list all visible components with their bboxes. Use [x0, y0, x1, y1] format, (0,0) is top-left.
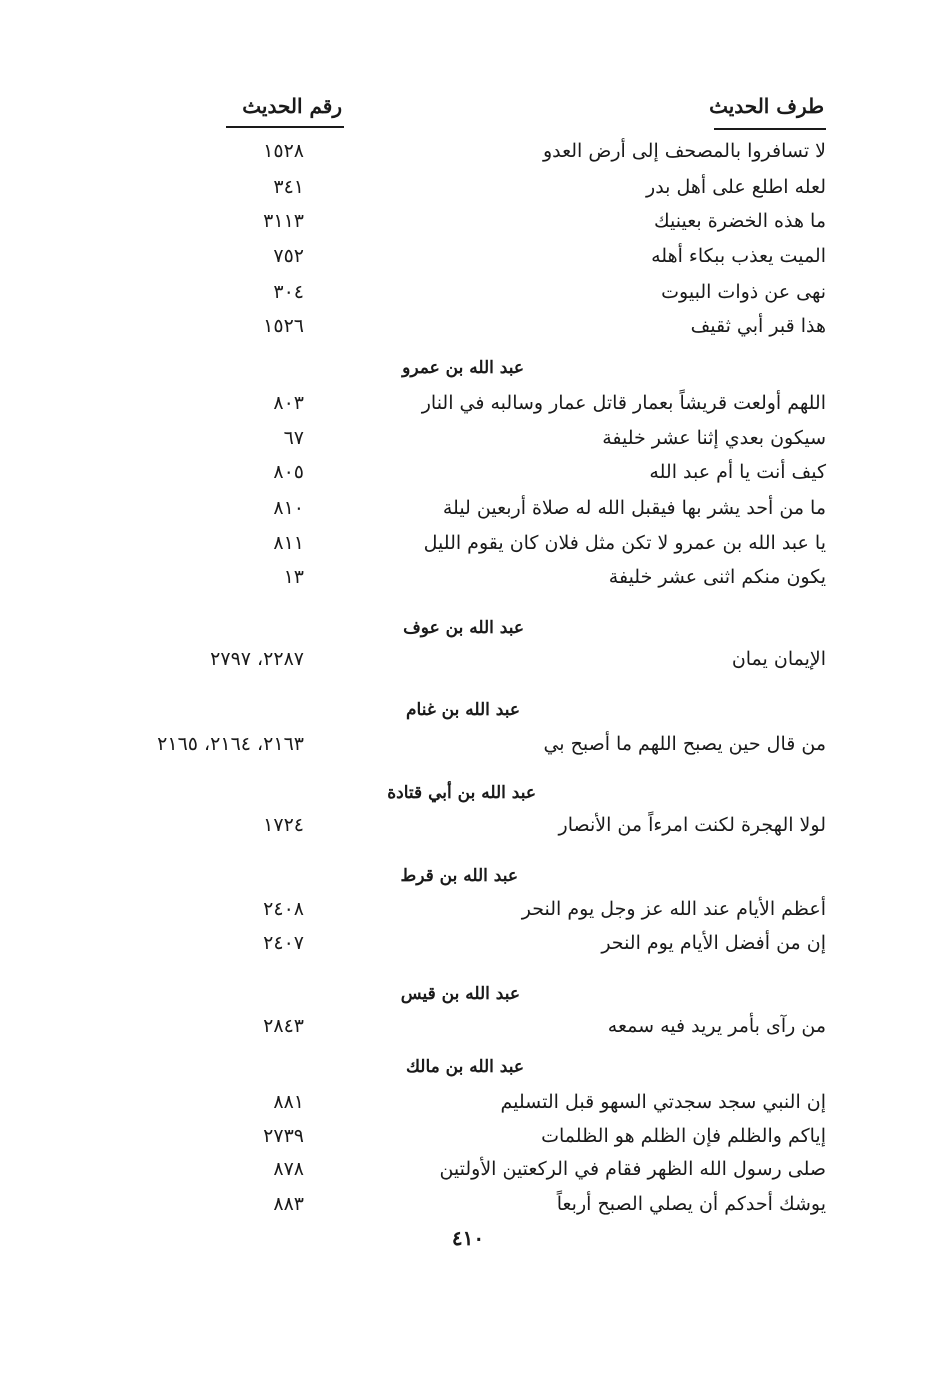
page-number: ٤١٠ — [451, 1226, 485, 1250]
hadith-number: ١٥٢٦ — [263, 315, 304, 337]
hadith-text: يكون منكم اثنى عشر خليفة — [608, 566, 826, 588]
hadith-text: لا تسافروا بالمصحف إلى أرض العدو — [542, 140, 826, 162]
hadith-text: ما من أحد يشر بها فيقبل الله له صلاة أربعين ليلة — [442, 497, 826, 519]
hadith-text: أعظم الأيام عند الله عز وجل يوم النحر — [521, 898, 826, 920]
table-row — [0, 532, 936, 566]
hadith-text: كيف أنت يا أم عبد الله — [649, 461, 826, 483]
table-row — [0, 1158, 936, 1192]
table-row — [0, 932, 936, 966]
table-row — [0, 733, 936, 767]
table-row — [0, 210, 936, 244]
hadith-number: ٣١١٣ — [263, 210, 304, 232]
hadith-text: الإيمان يمان — [731, 648, 826, 670]
hadith-number: ٣٠٤ — [273, 281, 304, 303]
table-row — [0, 814, 936, 848]
hadith-number: ١٣ — [283, 566, 304, 588]
section-heading: عبد الله بن أبي قتادة — [387, 783, 536, 803]
hadith-number: ٨١٠ — [273, 497, 304, 519]
hadith-number: ٣٤١ — [273, 176, 304, 198]
hadith-number: ٨٨٣ — [273, 1193, 304, 1215]
table-row — [0, 1015, 936, 1049]
hadith-text: نهى عن ذوات البيوت — [661, 281, 826, 303]
table-row — [0, 140, 936, 174]
table-row — [0, 648, 936, 682]
hadith-number: ٢٨٤٣ — [263, 1015, 304, 1037]
hadith-number: ١٧٢٤ — [263, 814, 304, 836]
hadith-text: هذا قبر أبي ثقيف — [690, 315, 826, 337]
hadith-text: من رآى بأمر يريد فيه سمعه — [607, 1015, 826, 1037]
hadith-text: إن من أفضل الأيام يوم النحر — [601, 932, 826, 954]
table-row — [0, 315, 936, 349]
table-row — [0, 392, 936, 426]
hadith-text: اللهم أولعت قريشاً بعمار قاتل عمار وسالبه في النار — [421, 392, 826, 414]
hadith-number: ٧٥٢ — [273, 245, 304, 267]
table-row — [0, 427, 936, 461]
section-heading: عبد الله بن غنام — [406, 700, 520, 720]
table-row — [0, 497, 936, 531]
table-row — [0, 245, 936, 279]
table-row — [0, 566, 936, 600]
section-heading: عبد الله بن عمرو — [402, 358, 524, 378]
table-row — [0, 898, 936, 932]
hadith-number: ١٥٢٨ — [263, 140, 304, 162]
hadith-number: ٢٢٨٧، ٢٧٩٧ — [210, 648, 304, 670]
hadith-number: ٨٨١ — [273, 1091, 304, 1113]
hadith-text: يوشك أحدكم أن يصلي الصبح أربعاً — [556, 1193, 826, 1215]
hadith-number: ٢٤٠٧ — [263, 932, 304, 954]
hadith-text: سيكون بعدي إثنا عشر خليفة — [602, 427, 826, 449]
hadith-number: ٨٠٣ — [273, 392, 304, 414]
table-row — [0, 461, 936, 495]
hadith-text: إياكم والظلم فإن الظلم هو الظلمات — [541, 1125, 826, 1147]
table-row — [0, 1193, 936, 1227]
section-heading: عبد الله بن قيس — [400, 984, 520, 1004]
hadith-number: ٦٧ — [283, 427, 304, 449]
table-row — [0, 281, 936, 315]
hadith-text: يا عبد الله بن عمرو لا تكن مثل فلان كان يقوم الليل — [423, 532, 826, 554]
hadith-number: ٢١٦٣، ٢١٦٤، ٢١٦٥ — [157, 733, 304, 755]
hadith-text: صلى رسول الله الظهر فقام في الركعتين الأولتين — [439, 1158, 826, 1180]
hadith-text: الميت يعذب ببكاء أهله — [651, 245, 826, 267]
table-row — [0, 1125, 936, 1159]
header-underline — [714, 128, 826, 130]
column-header-hadith-number: رقم الحديث — [242, 94, 342, 118]
hadith-number: ٨٠٥ — [273, 461, 304, 483]
hadith-text: ما هذه الخضرة بعينيك — [654, 210, 826, 232]
table-row — [0, 1091, 936, 1125]
column-header-hadith-text: طرف الحديث — [709, 94, 824, 118]
hadith-number: ٨١١ — [273, 532, 304, 554]
hadith-number: ٢٤٠٨ — [263, 898, 304, 920]
section-heading: عبد الله بن مالك — [405, 1057, 524, 1077]
table-row — [0, 176, 936, 210]
hadith-number: ٨٧٨ — [273, 1158, 304, 1180]
section-heading: عبد الله بن قرط — [400, 866, 518, 886]
hadith-text: إن النبي سجد سجدتي السهو قبل التسليم — [500, 1091, 826, 1113]
header-underline — [226, 126, 344, 128]
hadith-number: ٢٧٣٩ — [263, 1125, 304, 1147]
hadith-text: لعله اطلع على أهل بدر — [646, 176, 826, 198]
section-heading: عبد الله بن عوف — [403, 618, 524, 638]
hadith-text: من قال حين يصبح اللهم ما أصبح بي — [543, 733, 826, 755]
hadith-text: لولا الهجرة لكنت امرءاً من الأنصار — [558, 814, 826, 836]
